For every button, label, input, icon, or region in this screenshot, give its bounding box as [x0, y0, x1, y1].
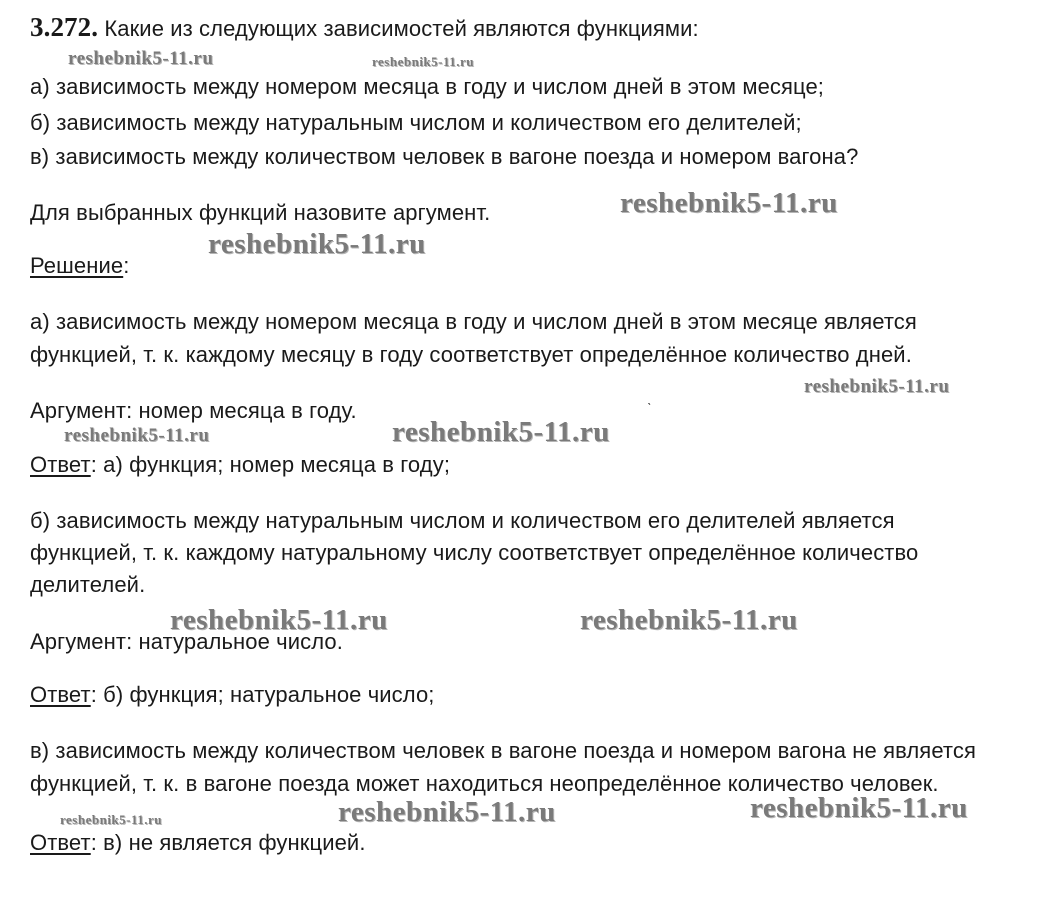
solution-a-argument: Аргумент: номер месяца в году. — [30, 398, 357, 423]
watermark: reshebnik5-11.ru — [372, 54, 475, 69]
solution-b-line-1: б) зависимость между натуральным числом и количеством его делителей является — [30, 508, 895, 533]
watermark: reshebnik5-11.ru — [60, 812, 163, 827]
watermark: reshebnik5-11.ru — [750, 792, 968, 824]
problem-item-a: а) зависимость между номером месяца в году и числом дней в этом месяце; — [30, 74, 825, 99]
solution-heading-label: Решение — [30, 253, 124, 278]
problem-item-b: б) зависимость между натуральным числом и количеством его делителей; — [30, 110, 802, 135]
answer-text: : б) функция; натуральное число; — [90, 682, 435, 707]
solution-heading — [30, 251, 129, 281]
solution-a-answer — [30, 450, 450, 480]
problem-task: Для выбранных функций назовите аргумент. — [30, 200, 491, 225]
stray-mark: ˋ — [647, 400, 652, 416]
watermark: reshebnik5-11.ru — [68, 48, 214, 69]
solution-a-line-1: а) зависимость между номером месяца в году и числом дней в этом месяце является — [30, 309, 917, 334]
answer-label: Ответ — [30, 682, 91, 707]
solution-heading-colon: : — [123, 253, 130, 278]
answer-text: : а) функция; номер месяца в году; — [90, 452, 451, 477]
answer-text: : в) не является функцией. — [90, 830, 366, 855]
problem-question: Какие из следующих зависимостей являются функциями: — [104, 16, 699, 41]
watermark: reshebnik5-11.ru — [804, 376, 950, 397]
solution-c-line-1: в) зависимость между количеством человек в вагоне поезда и номером вагона не является — [30, 738, 976, 763]
solution-b-argument: Аргумент: натуральное число. — [30, 629, 343, 654]
problem-number: 3.272. — [30, 12, 99, 42]
watermark: reshebnik5-11.ru — [392, 416, 610, 448]
solution-b-answer — [30, 680, 435, 710]
solution-b-line-3: делителей. — [30, 572, 146, 597]
problem-statement — [30, 12, 699, 44]
watermark: reshebnik5-11.ru — [338, 796, 556, 828]
watermark: reshebnik5-11.ru — [620, 187, 838, 219]
solution-c-line-2: функцией, т. к. в вагоне поезда может находиться неопределённое количество человек. — [30, 771, 939, 796]
problem-item-c: в) зависимость между количеством человек в вагоне поезда и номером вагона? — [30, 144, 859, 169]
answer-label: Ответ — [30, 452, 91, 477]
watermark: reshebnik5-11.ru — [580, 604, 798, 636]
answer-label: Ответ — [30, 830, 91, 855]
watermark: reshebnik5-11.ru — [170, 604, 388, 636]
solution-c-answer — [30, 828, 366, 858]
solution-a-line-2: функцией, т. к. каждому месяцу в году соответствует определённое количество дней. — [30, 342, 912, 367]
watermark: reshebnik5-11.ru — [208, 228, 426, 260]
solution-b-line-2: функцией, т. к. каждому натуральному числу соответствует определённое количество — [30, 540, 919, 565]
watermark: reshebnik5-11.ru — [64, 425, 210, 446]
